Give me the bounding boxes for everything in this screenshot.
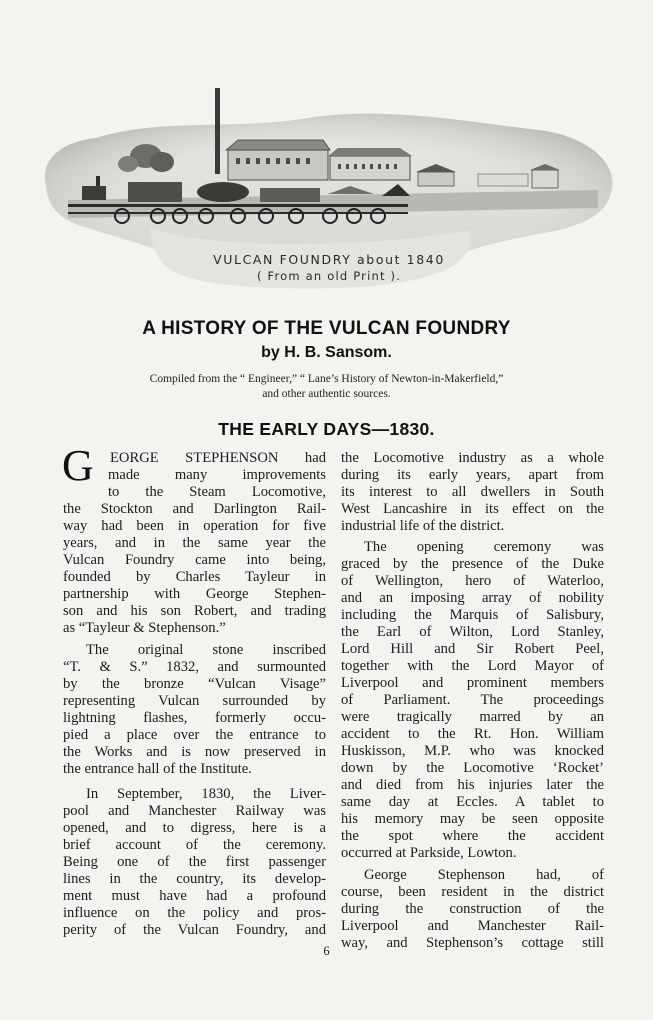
text-line: made many improvements — [108, 467, 326, 483]
text-line: EORGE STEPHENSON had — [110, 450, 326, 466]
text-line: The original stone inscribed — [86, 642, 326, 658]
text-line: way, and Stephenson’s cottage still — [341, 935, 604, 951]
text-line: of Parliament. The proceedings — [341, 692, 604, 708]
text-line: son and his son Robert, and trading — [63, 603, 326, 619]
foundry-illustration — [38, 78, 620, 300]
text-line: ment must have had a profound — [63, 888, 326, 904]
text-line: the Works and is now preserved in — [63, 744, 326, 760]
text-line: and died from his injuries later the — [341, 777, 604, 793]
text-line: influence on the policy and pros- — [63, 905, 326, 921]
text-line: course, been resident in the district — [341, 884, 604, 900]
section-heading: THE EARLY DAYS—1830. — [218, 419, 435, 439]
text-line: George Stephenson had, of — [364, 867, 604, 883]
text-line: lines in the country, its develop- — [63, 871, 326, 887]
text-line: perity of the Vulcan Foundry, and — [63, 922, 326, 938]
drop-cap: G — [62, 441, 94, 490]
text-line: “T. & S.” 1832, and surmounted — [63, 659, 326, 675]
article-title: A HISTORY OF THE VULCAN FOUNDRY — [142, 318, 511, 339]
text-line: of Wellington, hero of Waterloo, — [341, 573, 604, 589]
text-line: The opening ceremony was — [364, 539, 604, 555]
text-line: accident to the Rt. Hon. William — [341, 726, 604, 742]
text-line: representing Vulcan surrounded by — [63, 693, 326, 709]
text-line: West Lancashire in its effect on the — [341, 501, 604, 517]
text-line: the Earl of Wilton, Lord Stanley, — [341, 624, 604, 640]
text-line: the Locomotive industry as a whole — [341, 450, 604, 466]
text-line: occurred at Parkside, Lowton. — [341, 845, 517, 861]
text-line: Being one of the first passenger — [63, 854, 326, 870]
text-line: Lord Hill and Sir Robert Peel, — [341, 641, 604, 657]
text-line: Liverpool and Manchester Rail- — [341, 918, 604, 934]
text-line: pool and Manchester Railway was — [63, 803, 326, 819]
text-line: during its early years, apart from — [341, 467, 604, 483]
article-byline: by H. B. Sansom. — [261, 344, 392, 361]
text-line: years, and in the same year the — [63, 535, 326, 551]
text-line: by the bronze “Vulcan Visage” — [63, 676, 326, 692]
text-line: graced by the presence of the Duke — [341, 556, 604, 572]
text-line: industrial life of the district. — [341, 518, 505, 534]
text-line: the Stockton and Darlington Rail- — [63, 501, 326, 517]
text-line: his memory may be seen opposite — [341, 811, 604, 827]
text-line: during the construction of the — [341, 901, 604, 917]
sources-note-line-2: and other authentic sources. — [262, 388, 391, 400]
text-line: Huskisson, M.P. who was knocked — [341, 743, 604, 759]
text-line: including the Marquis of Salisbury, — [341, 607, 604, 623]
illustration-caption-source: ( From an old Print ). — [256, 269, 402, 283]
text-line: its interest to all dwellers in South — [341, 484, 604, 500]
text-line: brief account of the ceremony. — [63, 837, 326, 853]
text-line: Vulcan Foundry came into being, — [63, 552, 326, 568]
text-line: together with the Lord Mayor of — [341, 658, 604, 674]
text-line: partnership with George Stephen- — [63, 586, 326, 602]
text-line: founded by Charles Tayleur in — [63, 569, 326, 585]
text-line: and an imposing array of nobility — [341, 590, 604, 606]
sources-note — [0, 372, 653, 402]
text-line: In September, 1830, the Liver- — [86, 786, 326, 802]
text-line: down by the Locomotive ‘Rocket’ — [341, 760, 604, 776]
sources-note-line-1: Compiled from the “ Engineer,” “ Lane’s History of Newton-in-Makerfield,” — [149, 373, 504, 385]
text-line: were tragically marred by an — [341, 709, 604, 725]
text-line: to the Steam Locomotive, — [108, 484, 326, 500]
text-line: pied a place over the entrance to — [63, 727, 326, 743]
text-line: the spot where the accident — [341, 828, 604, 844]
text-line: the entrance hall of the Institute. — [63, 761, 252, 777]
text-line: opened, and to digress, here is a — [63, 820, 326, 836]
illustration-caption: VULCAN FOUNDRY about 1840 — [213, 252, 445, 267]
text-line: Liverpool and prominent members — [341, 675, 604, 691]
text-line: way had been in operation for five — [63, 518, 326, 534]
page-number: 6 — [323, 944, 330, 958]
text-line: lightning flashes, formerly occu- — [63, 710, 326, 726]
text-line: as “Tayleur & Stephenson.” — [63, 620, 226, 636]
text-line: same day at Eccles. A tablet to — [341, 794, 604, 810]
